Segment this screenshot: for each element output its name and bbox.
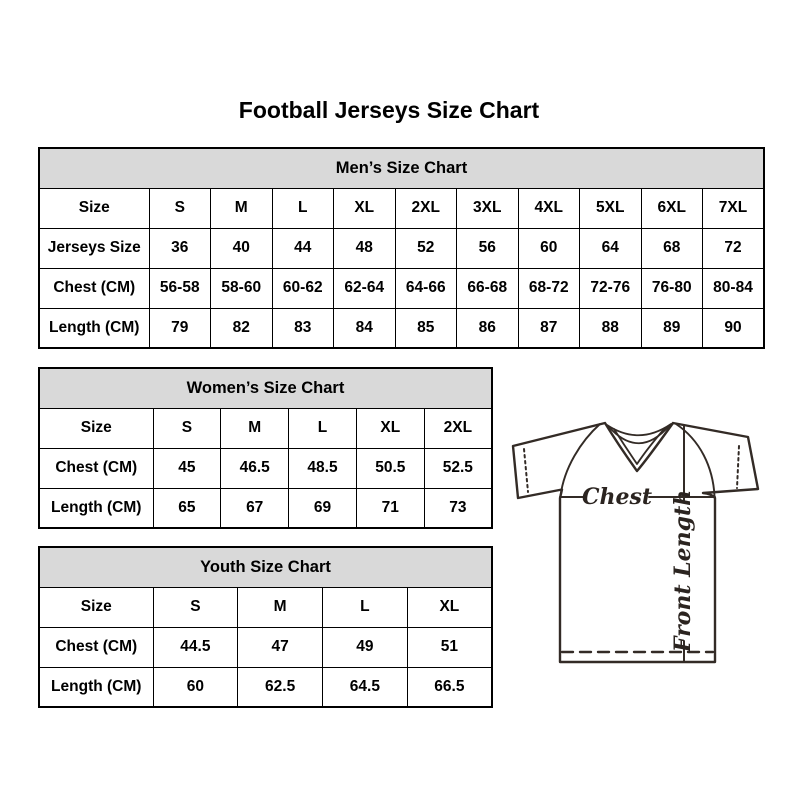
column-header-cell: S — [149, 188, 211, 228]
right-armhole-seam — [676, 424, 715, 496]
column-header-cell: M — [221, 408, 289, 448]
column-header-cell: M — [211, 188, 273, 228]
column-header-cell: XL — [334, 188, 396, 228]
data-cell: 85 — [395, 308, 457, 348]
table-header: Women’s Size Chart — [39, 368, 492, 408]
row-label-cell: Chest (CM) — [39, 448, 153, 488]
data-cell: 82 — [211, 308, 273, 348]
table-row — [39, 268, 764, 308]
data-cell: 69 — [289, 488, 357, 528]
column-header-row — [39, 408, 492, 448]
data-cell: 64.5 — [323, 667, 408, 707]
data-cell: 45 — [153, 448, 221, 488]
row-label-cell: Chest (CM) — [39, 627, 153, 667]
data-cell: 47 — [238, 627, 323, 667]
data-cell: 51 — [407, 627, 492, 667]
data-cell: 62.5 — [238, 667, 323, 707]
column-header-cell: 5XL — [580, 188, 642, 228]
data-cell: 90 — [703, 308, 765, 348]
data-cell: 66.5 — [407, 667, 492, 707]
row-label-cell: Chest (CM) — [39, 268, 149, 308]
data-cell: 68 — [641, 228, 703, 268]
data-cell: 64-66 — [395, 268, 457, 308]
data-cell: 80-84 — [703, 268, 765, 308]
data-cell: 72 — [703, 228, 765, 268]
data-cell: 52 — [395, 228, 457, 268]
data-cell: 40 — [211, 228, 273, 268]
data-cell: 62-64 — [334, 268, 396, 308]
jersey-outline-shape — [513, 423, 758, 662]
column-header-cell: L — [289, 408, 357, 448]
data-cell: 88 — [580, 308, 642, 348]
data-cell: 89 — [641, 308, 703, 348]
table-row — [39, 667, 492, 707]
data-cell: 44 — [272, 228, 334, 268]
data-cell: 48 — [334, 228, 396, 268]
table-header: Youth Size Chart — [39, 547, 492, 587]
row-label-cell: Length (CM) — [39, 488, 153, 528]
right-cuff-stitch-line — [737, 446, 739, 488]
data-cell: 68-72 — [518, 268, 580, 308]
column-header-row — [39, 188, 764, 228]
data-cell: 64 — [580, 228, 642, 268]
data-cell: 44.5 — [153, 627, 238, 667]
column-header-cell: XL — [356, 408, 424, 448]
data-cell: 71 — [356, 488, 424, 528]
data-cell: 48.5 — [289, 448, 357, 488]
data-cell: 60-62 — [272, 268, 334, 308]
table-title-row — [39, 547, 492, 587]
row-label-cell: Length (CM) — [39, 308, 149, 348]
column-header-cell: Size — [39, 587, 153, 627]
data-cell: 56-58 — [149, 268, 211, 308]
column-header-cell: 4XL — [518, 188, 580, 228]
column-header-cell: 3XL — [457, 188, 519, 228]
table-title-row — [39, 148, 764, 188]
data-cell: 65 — [153, 488, 221, 528]
womens-size-table — [38, 367, 493, 529]
data-cell: 72-76 — [580, 268, 642, 308]
data-cell: 87 — [518, 308, 580, 348]
column-header-cell: L — [323, 587, 408, 627]
column-header-cell: 7XL — [703, 188, 765, 228]
table-row — [39, 448, 492, 488]
mens-size-table — [38, 147, 765, 349]
data-cell: 73 — [424, 488, 492, 528]
column-header-cell: 2XL — [424, 408, 492, 448]
table-row — [39, 228, 764, 268]
column-header-cell: Size — [39, 408, 153, 448]
left-cuff-stitch-line — [524, 449, 528, 492]
data-cell: 50.5 — [356, 448, 424, 488]
column-header-cell: L — [272, 188, 334, 228]
data-cell: 67 — [221, 488, 289, 528]
chest-label: Chest — [581, 484, 653, 510]
column-header-cell: M — [238, 587, 323, 627]
youth-size-table — [38, 546, 493, 708]
column-header-cell: 2XL — [395, 188, 457, 228]
data-cell: 66-68 — [457, 268, 519, 308]
column-header-cell: Size — [39, 188, 149, 228]
front-length-label: Front Length — [670, 489, 696, 653]
data-cell: 60 — [518, 228, 580, 268]
table-row — [39, 308, 764, 348]
data-cell: 46.5 — [221, 448, 289, 488]
data-cell: 58-60 — [211, 268, 273, 308]
data-cell: 36 — [149, 228, 211, 268]
page-title: Football Jerseys Size Chart — [238, 97, 540, 123]
data-cell: 49 — [323, 627, 408, 667]
table-row — [39, 627, 492, 667]
data-cell: 84 — [334, 308, 396, 348]
row-label-cell: Length (CM) — [39, 667, 153, 707]
data-cell: 76-80 — [641, 268, 703, 308]
table-row — [39, 488, 492, 528]
column-header-cell: S — [153, 408, 221, 448]
column-header-cell: 6XL — [641, 188, 703, 228]
data-cell: 52.5 — [424, 448, 492, 488]
table-title-row — [39, 368, 492, 408]
column-header-cell: S — [153, 587, 238, 627]
table-header: Men’s Size Chart — [39, 148, 764, 188]
column-header-cell: XL — [407, 587, 492, 627]
row-label-cell: Jerseys Size — [39, 228, 149, 268]
jersey-measurement-diagram — [490, 390, 790, 690]
data-cell: 83 — [272, 308, 334, 348]
column-header-row — [39, 587, 492, 627]
data-cell: 56 — [457, 228, 519, 268]
data-cell: 79 — [149, 308, 211, 348]
data-cell: 60 — [153, 667, 238, 707]
data-cell: 86 — [457, 308, 519, 348]
